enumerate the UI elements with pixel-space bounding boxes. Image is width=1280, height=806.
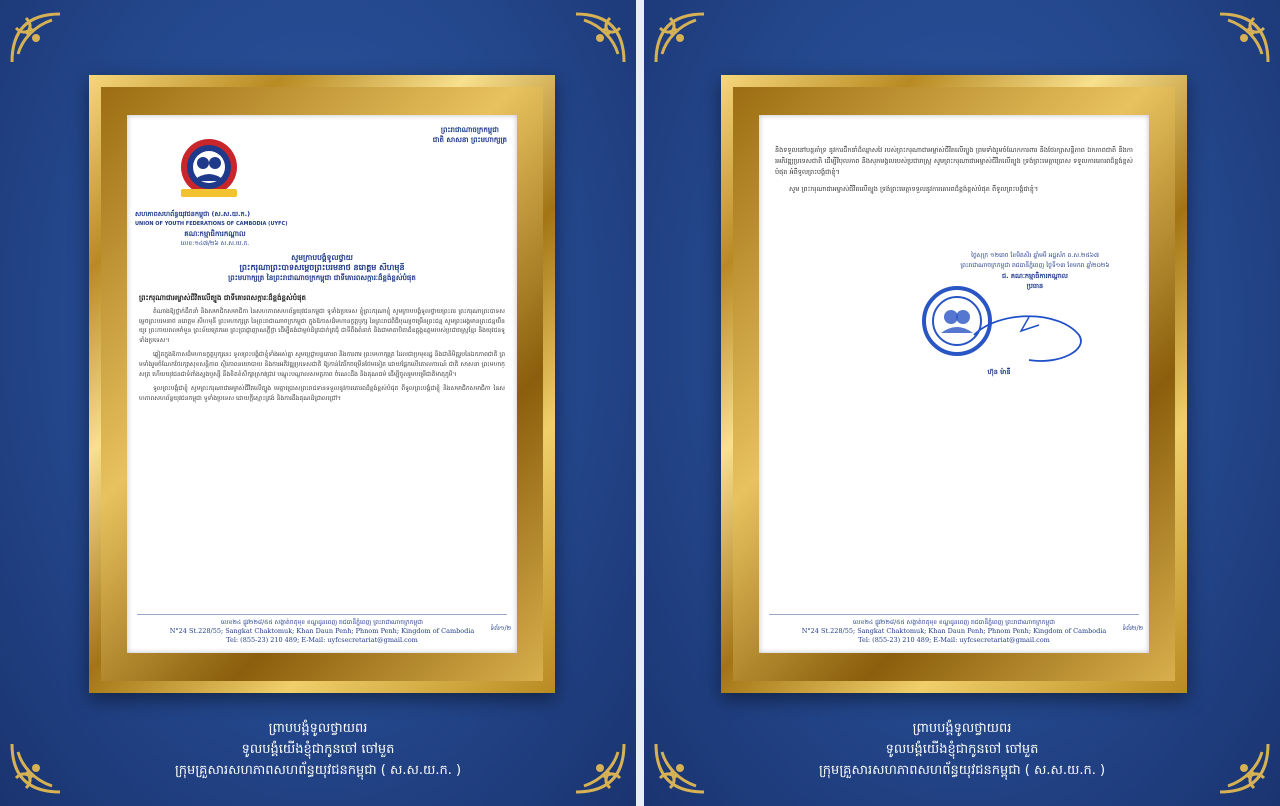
right-panel	[644, 0, 1280, 806]
paragraph: ឆ្លៀតក្នុងឱកាសដ៏មហានក្ខត្តឫក្សនេះ ទូលព្រះបង្គំជាខ្ញុំទាំងអស់គ្នា សូមប្តេជ្ញាបន្តគោរព និងការពារ ព្រះមហាក្សត្រ ដែលជាប្រមុខរដ្ឋ និងជានិមិត្តរូបនៃឯកភាពជាតិ ព្រមទាំងរួមចំណែកថែរក្សាសុខសន្តិភាព ស្ថិរភាពនយោបាយ និងការអភិវឌ្ឍប្រទេសជាតិ ឱ្យកាន់តែរីកចម្រើនថែមទៀត ដោយផ្អែកលើគោលការណ៍ ជាតិ សាសនា ព្រះមហាក្សត្រ ហើយយុវជនជាទំពាំងស្នងឫស្សី នឹងខិតខំសិក្សាស្រាវជ្រាវ បណ្តុះបណ្តាលសមត្ថភាព ចំណេះដឹង និងគុណធម៌ ដើម្បីចូលរួមបម្រើជាតិមាតុភូមិ។	[139, 351, 505, 378]
letter-footer: លេខ២៤ ផ្លូវ២២៨/៥៥ សង្កាត់ចតុមុខ ខណ្ឌដូនពេញ រាជធានីភ្នំពេញ ព្រះរាជាណាចក្រកម្ពុជា N°24 St.228/55; Sangkat Chaktomuk; Khan Daun Penh; Phnom Penh; Kingdom of Cambodia Tel: (855-23) 210 489; E-Mail: uyfcsecretariat@gmail.com	[137, 614, 507, 645]
page-number: ទំព័រ២/២	[1122, 625, 1143, 632]
letter-footer: លេខ២៤ ផ្លូវ២២៨/៥៥ សង្កាត់ចតុមុខ ខណ្ឌដូនពេញ រាជធានីភ្នំពេញ ព្រះរាជាណាចក្រកម្ពុជា N°24 St.228/55; Sangkat Chaktomuk; Khan Daun Penh; Phnom Penh; Kingdom of Cambodia Tel: (855-23) 210 489; E-Mail: uyfcsecretariat@gmail.com	[769, 614, 1139, 645]
signatory-name: ហ៊ុន ម៉ានី	[987, 368, 1011, 376]
letter-page-1	[127, 115, 517, 653]
paragraph: ទូលព្រះបង្គំជាខ្ញុំ សូមព្រះករុណាជាអម្ចាស់ជីវិតលើត្បូង មេត្តាប្រោសព្រះរាជទានទទួលនូវការគោរពដ៏ខ្ពង់ខ្ពស់បំផុត ពីទូលព្រះបង្គំជាខ្ញុំ និងសមាជិកសមាជិកា នៃសហភាពសហព័ន្ធយុវជនកម្ពុជា ទូទាំងប្រទេស ដោយក្តីស្មោះត្រង់ និងការដឹងគុណដ៏ជ្រាលជ្រៅ។	[139, 385, 505, 402]
uyfc-logo-icon	[161, 137, 257, 205]
letter-body	[139, 307, 505, 607]
closing-paragraph: សូម ព្រះករុណាជាអម្ចាស់ជីវិតលើត្បូង ទ្រង់ព្រះមេត្តាទទួលនូវការគោរពដ៏ខ្ពង់ខ្ពស់បំផុត ពីទូលព្រះបង្គំជាខ្ញុំ។	[789, 185, 1039, 193]
ornament-corner-icon	[1216, 10, 1272, 66]
page-number: ទំព័រ១/២	[490, 625, 511, 632]
ornament-corner-icon	[8, 10, 64, 66]
panel-divider	[636, 0, 644, 806]
paragraph: និងទទួលនៅបន្តគាំទ្រ នូវការដឹកនាំដ៏ឈ្លាសវៃ របស់ព្រះករុណាជាអម្ចាស់ជីវិតលើត្បូង ព្រមទាំងរួមចំណែកការពារ និងថែរក្សាសន្តិភាព ឯកភាពជាតិ និងការអភិវឌ្ឍប្រទេសជាតិ ដើម្បីវិបុលភាព និងសុភមង្គលរបស់ប្រជារាស្ត្រ សូមព្រះករុណាជាអម្ចាស់ជីវិតលើត្បូង ទ្រង់ព្រះមេត្តាប្រោស ទទួលការគោរពដ៏ខ្ពង់ខ្ពស់បំផុត អំពីទូលព្រះបង្គំជាខ្ញុំ។	[775, 146, 1133, 176]
gold-frame	[721, 75, 1187, 693]
letter-body	[775, 145, 1133, 195]
letter-page-2	[759, 115, 1149, 653]
signature-icon	[969, 305, 1089, 375]
ornament-corner-icon	[652, 10, 708, 66]
salutation: ព្រះករុណាជាអម្ចាស់ជីវិតលើត្បូង ជាទីគោរពសក្ការៈដ៏ខ្ពង់ខ្ពស់បំផុត	[139, 294, 306, 302]
ornament-corner-icon	[572, 10, 628, 66]
paragraph: តំណាងឱ្យថ្នាក់ដឹកនាំ និងសមាជិកសមាជិកា នៃសហភាពសហព័ន្ធយុវជនកម្ពុជា ទូទាំងប្រទេស ខ្ញុំព្រះករុណាខ្ញុំ សូមក្រាបបង្គំទូលថ្វាយព្រះពរ ព្រះករុណាព្រះបាទសម្តេចព្រះបរមនាថ នរោត្តម សីហមុនី ព្រះមហាក្សត្រ នៃព្រះរាជាណាចក្រកម្ពុជា ក្នុងឱកាសដ៏មហានក្ខត្តឫក្ស នៃព្រះរាជពិធីបុណ្យចម្រើនព្រះជន្ម សូមព្រះអង្គមានព្រះជន្មយឺនយូរ ព្រះកាយពលមាំមួន ព្រះទ័យត្រេកអរ ព្រះប្រាជ្ញាញាណភ្លឺថ្លា ដើម្បីគង់ជាម្លប់ដ៏ត្រជាក់ត្រជុំ ជាទីពឹងពំនាក់ និងជាមាតាបិតាដ៏ឧត្តុង្គឧត្តមរបស់ប្រជារាស្ត្រខ្មែរ និងយុវជនទូទាំងប្រទេស។	[139, 308, 505, 344]
left-panel	[0, 0, 636, 806]
date-block: ថ្ងៃសុក្រ ១២រោច ខែមិគសិរ ឆ្នាំមមី អដ្ឋស័ក ព.ស.២៥៦៧ ព្រះរាជាណាចក្រកម្ពុជា រាជធានីភ្នំពេញ ថ្ងៃទី១៣ ខែមករា ឆ្នាំ២០២៦ ជ. គណៈកម្មាធិការកណ្តាល ប្រធាន	[960, 252, 1110, 290]
caption: ព្រាប​បង្គំ​ទូល​ថ្វាយ​ពរ ទូលបង្គំ​យើង​ខ្ញុំ​ជា​កូន​ចៅ ចៅ​មួត ក្រុម​គ្រួសារ​សហភាព​សហព័ន្ធ​យុវជន​កម្ពុជា ( ស.ស.យ.ក. )	[174, 721, 462, 778]
title-block: សូមក្រាបបង្គំទូលថ្វាយ ព្រះករុណាព្រះបាទសម្តេចព្រះបរមនាថ នរោត្តម សីហមុនី ព្រះមហាក្សត្រ នៃព្រះរាជាណាចក្រកម្ពុជា ជាទីគោរពសក្ការៈដ៏ខ្ពង់ខ្ពស់បំផុត	[228, 253, 416, 282]
caption: ព្រាប​បង្គំ​ទូល​ថ្វាយ​ពរ ទូលបង្គំ​យើង​ខ្ញុំ​ជា​កូន​ចៅ ចៅ​មួត ក្រុម​គ្រួសារ​សហភាព​សហព័ន្ធ​យុវជន​កម្ពុជា ( ស.ស.យ.ក. )	[818, 721, 1106, 778]
org-block: សហភាពសហព័ន្ធយុវជនកម្ពុជា (ស.ស.យ.ក.) UNION OF YOUTH FEDERATIONS OF CAMBODIA (UYFC) គណៈកម្មាធិការកណ្តាល លេខ:១៤៧/២៦ ស.ស.យ.ក.	[135, 210, 288, 247]
gold-frame	[89, 75, 555, 693]
kingdom-header: ព្រះរាជាណាចក្រកម្ពុជា ជាតិ សាសនា ព្រះមហាក្សត្រ	[432, 126, 507, 144]
